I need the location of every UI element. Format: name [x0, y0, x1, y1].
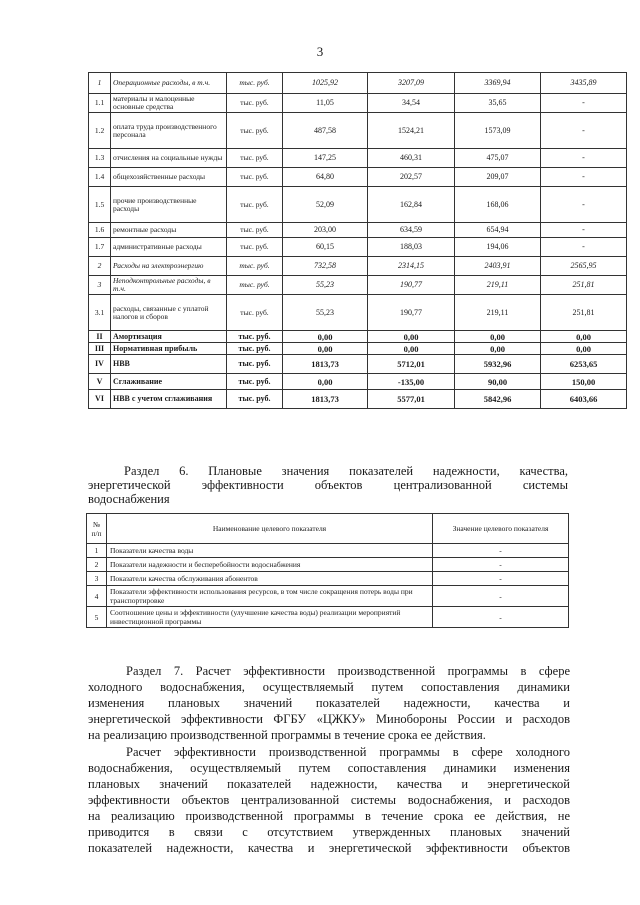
- indicator-value: -: [433, 572, 569, 586]
- indicator-value: -: [433, 544, 569, 558]
- value-col-3: 0,00: [455, 343, 541, 355]
- value-col-4: -: [541, 238, 627, 257]
- value-col-1: 147,25: [283, 149, 368, 168]
- indicator-row: [87, 607, 569, 628]
- indicator-row: [87, 572, 569, 586]
- indicator-number: 1: [87, 544, 107, 558]
- row-unit: тыс. руб.: [227, 355, 283, 374]
- row-name: общехозяйственные расходы: [111, 168, 227, 187]
- row-unit: тыс. руб.: [227, 94, 283, 113]
- value-col-3: 475,07: [455, 149, 541, 168]
- section-7-paragraph-1: [88, 663, 570, 743]
- row-unit: тыс. руб.: [227, 238, 283, 257]
- value-col-2: 1524,21: [368, 113, 455, 149]
- row-name: Сглаживание: [111, 374, 227, 390]
- row-unit: тыс. руб.: [227, 390, 283, 409]
- indicator-name: Показатели эффективности использования ресурсов, в том числе сокращения потерь воды при транспортировке: [107, 586, 433, 607]
- value-col-2: 3207,09: [368, 73, 455, 94]
- value-col-4: -: [541, 223, 627, 238]
- finance-row: [89, 168, 627, 187]
- value-col-4: -: [541, 113, 627, 149]
- finance-row: [89, 149, 627, 168]
- value-col-2: 188,03: [368, 238, 455, 257]
- value-col-3: 5842,96: [455, 390, 541, 409]
- value-col-2: 190,77: [368, 295, 455, 331]
- value-col-2: 34,54: [368, 94, 455, 113]
- row-number: 1.7: [89, 238, 111, 257]
- indicator-value: -: [433, 607, 569, 628]
- value-col-3: 5932,96: [455, 355, 541, 374]
- paragraph-line: плановых значений показателей надежности, качества и энергетической: [88, 777, 570, 791]
- row-name: Амортизация: [111, 331, 227, 343]
- value-col-4: 0,00: [541, 331, 627, 343]
- row-number: 1.2: [89, 113, 111, 149]
- row-number: 2: [89, 257, 111, 276]
- finance-row: [89, 223, 627, 238]
- row-unit: тыс. руб.: [227, 343, 283, 355]
- paragraph-line: на реализацию производственной программы в течение срока ее действия.: [88, 728, 486, 742]
- finance-row: [89, 355, 627, 374]
- row-unit: тыс. руб.: [227, 149, 283, 168]
- finance-row: [89, 276, 627, 295]
- finance-row: [89, 94, 627, 113]
- section-6-heading: [88, 464, 568, 506]
- value-col-3: 219,11: [455, 295, 541, 331]
- value-col-3: 0,00: [455, 331, 541, 343]
- page-number: 3: [316, 44, 324, 59]
- value-col-1: 64,80: [283, 168, 368, 187]
- row-name: НВВ: [111, 355, 227, 374]
- row-number: 1.3: [89, 149, 111, 168]
- indicator-header-row: [87, 514, 569, 544]
- finance-row: [89, 374, 627, 390]
- row-unit: тыс. руб.: [227, 276, 283, 295]
- indicator-row: [87, 544, 569, 558]
- value-col-1: 60,15: [283, 238, 368, 257]
- value-col-3: 654,94: [455, 223, 541, 238]
- row-name: прочие производственные расходы: [111, 187, 227, 223]
- indicator-number: 3: [87, 572, 107, 586]
- value-col-3: 2403,91: [455, 257, 541, 276]
- value-col-4: -: [541, 187, 627, 223]
- paragraph-line: энергетической эффективности ФГБУ «ЦЖКУ» Минобороны России и расходов: [88, 712, 570, 726]
- section-6-line-2: энергетической эффективности объектов централизованной системы: [88, 478, 568, 492]
- value-col-1: 0,00: [283, 331, 368, 343]
- row-number: IV: [89, 355, 111, 374]
- indicator-value: -: [433, 586, 569, 607]
- indicator-name: Соотношение цены и эффективности (улучшение качества воды) реализации мероприятий инвестиционной программы: [107, 607, 433, 628]
- value-col-4: 150,00: [541, 374, 627, 390]
- paragraph-line: холодного водоснабжения, осуществляемый путем сопоставления динамики: [88, 680, 570, 694]
- row-name: Неподконтрольные расходы, в т.ч.: [111, 276, 227, 295]
- finance-row: [89, 343, 627, 355]
- value-col-3: 1573,09: [455, 113, 541, 149]
- value-col-2: 0,00: [368, 343, 455, 355]
- indicator-number: 4: [87, 586, 107, 607]
- section-6-line-1: Раздел 6. Плановые значения показателей надежности, качества,: [124, 464, 568, 478]
- value-col-4: 6253,65: [541, 355, 627, 374]
- value-col-4: -: [541, 168, 627, 187]
- paragraph-line: эффективности объектов централизованной системы водоснабжения, и расходов: [88, 793, 570, 807]
- row-unit: тыс. руб.: [227, 295, 283, 331]
- indicator-name: Показатели надежности и бесперебойности водоснабжения: [107, 558, 433, 572]
- finance-row: [89, 113, 627, 149]
- value-col-3: 3369,94: [455, 73, 541, 94]
- value-col-2: 162,84: [368, 187, 455, 223]
- value-col-1: 55,23: [283, 295, 368, 331]
- row-number: 1.1: [89, 94, 111, 113]
- paragraph-line: изменения плановых значений показателей надежности, качества и: [88, 696, 570, 710]
- value-col-2: 190,77: [368, 276, 455, 295]
- value-col-1: 203,00: [283, 223, 368, 238]
- header-num: № п/п: [87, 514, 107, 544]
- row-number: 3.1: [89, 295, 111, 331]
- row-number: VI: [89, 390, 111, 409]
- row-unit: тыс. руб.: [227, 331, 283, 343]
- paragraph-line: приводится в связи с отсутствием утвержденных плановых значений: [88, 825, 570, 839]
- finance-row: [89, 257, 627, 276]
- value-col-1: 732,58: [283, 257, 368, 276]
- value-col-2: 0,00: [368, 331, 455, 343]
- row-unit: тыс. руб.: [227, 187, 283, 223]
- indicator-number: 2: [87, 558, 107, 572]
- paragraph-line: на реализацию производственной программы в течение срока ее действия, не: [88, 809, 570, 823]
- row-name: расходы, связанные с уплатой налогов и сборов: [111, 295, 227, 331]
- value-col-4: -: [541, 149, 627, 168]
- header-name: Наименование целевого показателя: [107, 514, 433, 544]
- value-col-2: 5577,01: [368, 390, 455, 409]
- row-name: оплата труда производственного персонала: [111, 113, 227, 149]
- value-col-1: 0,00: [283, 374, 368, 390]
- row-number: 1.4: [89, 168, 111, 187]
- row-name: НВВ с учетом сглаживания: [111, 390, 227, 409]
- value-col-3: 35,65: [455, 94, 541, 113]
- value-col-1: 11,05: [283, 94, 368, 113]
- value-col-2: 202,57: [368, 168, 455, 187]
- finance-row: [89, 295, 627, 331]
- value-col-3: 194,06: [455, 238, 541, 257]
- row-name: Нормативная прибыль: [111, 343, 227, 355]
- row-number: 1.5: [89, 187, 111, 223]
- indicator-row: [87, 586, 569, 607]
- finance-row: [89, 331, 627, 343]
- finance-row: [89, 390, 627, 409]
- financial-table: [88, 72, 627, 409]
- value-col-4: 3435,89: [541, 73, 627, 94]
- row-unit: тыс. руб.: [227, 374, 283, 390]
- indicator-value: -: [433, 558, 569, 572]
- value-col-1: 487,58: [283, 113, 368, 149]
- paragraph-line: Расчет эффективности производственной программы в сфере холодного: [126, 745, 570, 759]
- paragraph-line: показателей надежности, качества и энергетической эффективности объектов: [88, 841, 570, 855]
- indicator-number: 5: [87, 607, 107, 628]
- row-unit: тыс. руб.: [227, 168, 283, 187]
- indicator-table: [86, 513, 569, 628]
- paragraph-line: водоснабжения, осуществляемый путем сопоставления динамики изменения: [88, 761, 570, 775]
- value-col-2: 460,31: [368, 149, 455, 168]
- header-value: Значение целевого показателя: [433, 514, 569, 544]
- row-number: 3: [89, 276, 111, 295]
- value-col-3: 219,11: [455, 276, 541, 295]
- finance-row: [89, 73, 627, 94]
- row-name: Операционные расходы, в т.ч.: [111, 73, 227, 94]
- row-unit: тыс. руб.: [227, 257, 283, 276]
- row-unit: тыс. руб.: [227, 73, 283, 94]
- value-col-4: 251,81: [541, 276, 627, 295]
- row-number: V: [89, 374, 111, 390]
- value-col-4: 251,81: [541, 295, 627, 331]
- value-col-4: 2565,95: [541, 257, 627, 276]
- row-number: 1: [89, 73, 111, 94]
- value-col-3: 90,00: [455, 374, 541, 390]
- value-col-1: 0,00: [283, 343, 368, 355]
- indicator-name: Показатели качества обслуживания абонентов: [107, 572, 433, 586]
- row-unit: тыс. руб.: [227, 223, 283, 238]
- finance-row: [89, 187, 627, 223]
- value-col-1: 52,09: [283, 187, 368, 223]
- row-name: отчисления на социальные нужды: [111, 149, 227, 168]
- value-col-1: 1813,73: [283, 390, 368, 409]
- value-col-2: 2314,15: [368, 257, 455, 276]
- value-col-4: 0,00: [541, 343, 627, 355]
- value-col-2: -135,00: [368, 374, 455, 390]
- section-6-line-3: водоснабжения: [88, 492, 170, 506]
- value-col-3: 209,07: [455, 168, 541, 187]
- value-col-4: 6403,66: [541, 390, 627, 409]
- value-col-4: -: [541, 94, 627, 113]
- row-number: II: [89, 331, 111, 343]
- finance-row: [89, 238, 627, 257]
- value-col-1: 55,23: [283, 276, 368, 295]
- value-col-2: 634,59: [368, 223, 455, 238]
- row-number: 1.6: [89, 223, 111, 238]
- value-col-1: 1813,73: [283, 355, 368, 374]
- row-name: административные расходы: [111, 238, 227, 257]
- indicator-row: [87, 558, 569, 572]
- row-number: III: [89, 343, 111, 355]
- value-col-1: 1025,92: [283, 73, 368, 94]
- row-name: материалы и малоценные основные средства: [111, 94, 227, 113]
- paragraph-line: Раздел 7. Расчет эффективности производственной программы в сфере: [126, 664, 570, 678]
- row-unit: тыс. руб.: [227, 113, 283, 149]
- indicator-name: Показатели качества воды: [107, 544, 433, 558]
- section-7-paragraph-2: [88, 744, 570, 856]
- row-name: Расходы на электроэнергию: [111, 257, 227, 276]
- value-col-2: 5712,01: [368, 355, 455, 374]
- row-name: ремонтные расходы: [111, 223, 227, 238]
- value-col-3: 168,06: [455, 187, 541, 223]
